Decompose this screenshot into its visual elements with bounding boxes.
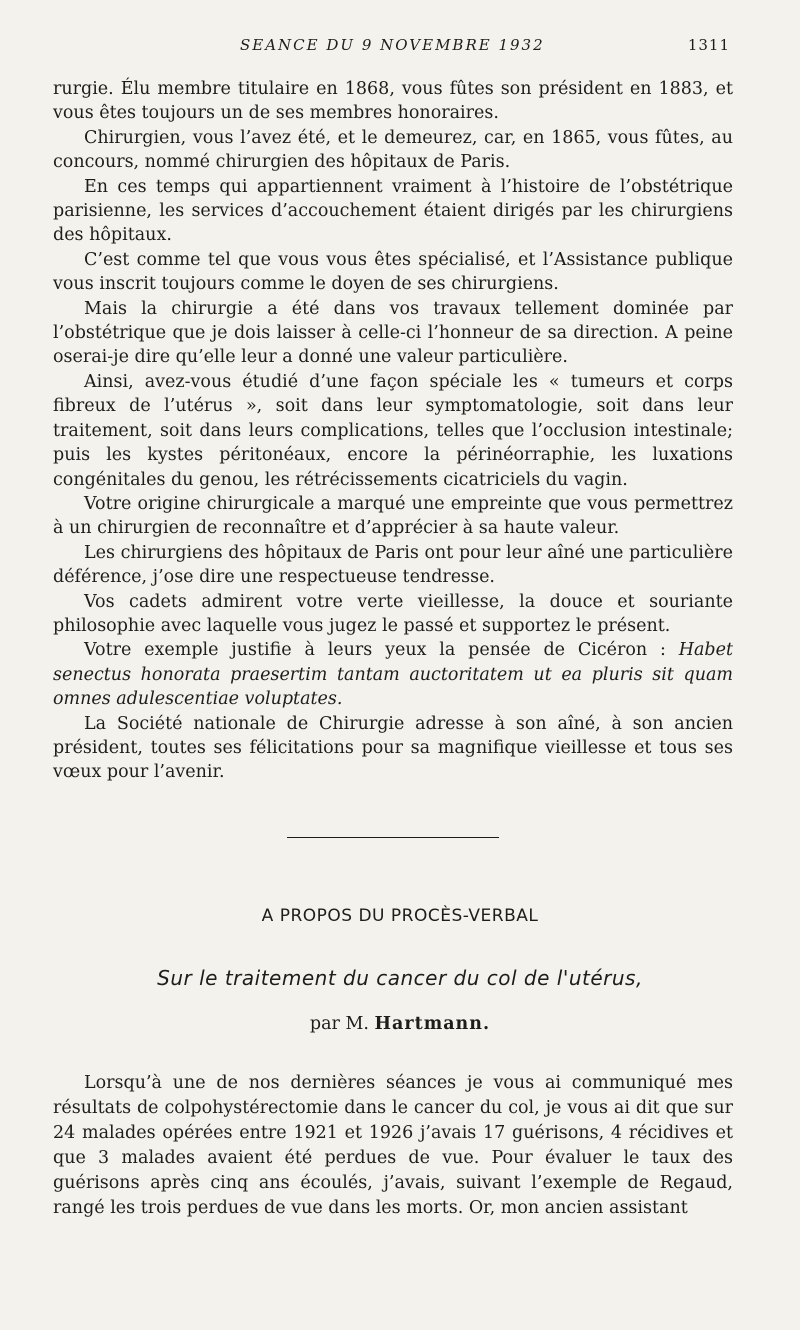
paragraph: Les chirurgiens des hôpitaux de Paris ont pour leur aîné une particulière déférence, j’ose dire une respectueuse tendresse. — [53, 542, 733, 588]
latin-quote: Habet senectus honorata praesertim tantam auctoritatem ut ea pluris sit quam omnes adulescentiae voluptates. — [53, 640, 733, 710]
section-heading: A PROPOS DU PROCÈS-VERBAL — [261, 906, 539, 926]
quote-paragraph — [53, 638, 733, 711]
paragraph: Vos cadets admirent votre verte vieillesse, la douce et souriante philosophie avec laquelle vous jugez le passé et supportez le présent. — [53, 591, 733, 636]
quote-intro: Votre exemple justifie à leurs yeux la pensée de Cicéron : — [84, 640, 679, 661]
article-title: Sur le traitement du cancer du col de l'utérus, — [157, 966, 643, 990]
section-divider — [287, 837, 499, 838]
paragraph: Lorsqu’à une de nos dernières séances je vous ai communiqué mes résultats de colpohystérectomie dans le cancer du col, je vous ai dit que sur 24 malades opérées entre 1921 et 1926 j’avais 17 guérisons, 4 récidives et que 3 malades avaient été perdues de vue. Pour évaluer le taux des guérisons après cinq ans écoulés, j’avais, suivant l’exemple de Regaud, rangé les trois perdues de vue dans les morts. Or, mon ancien assistant — [53, 1073, 733, 1218]
page-number: 1311 — [687, 36, 730, 54]
paragraph: Votre origine chirurgicale a marqué une empreinte que vous permettrez à un chirurgien de reconnaître et d’apprécier à sa haute valeur. — [53, 493, 733, 539]
paragraph: En ces temps qui appartiennent vraiment à l’histoire de l’obstétrique parisienne, les services d’accouchement étaient dirigés par les chirurgiens des hôpitaux. — [53, 176, 733, 246]
byline-prefix: par M. — [309, 1014, 375, 1034]
paragraph: Ainsi, avez-vous étudié d’une façon spéciale les « tumeurs et corps fibreux de l’utérus », soit dans leur symptomatologie, soit dans leur traitement, soit dans leurs complications, telles que l’occlusion intestinale; puis les kystes péritonéaux, encore la périnéorraphie, les luxations congénitales du genou, les rétrécissements cicatriciels du vagin. — [53, 371, 733, 490]
paragraph: rurgie. Élu membre titulaire en 1868, vous fûtes son président en 1883, et vous êtes toujours un de ses membres honoraires. — [53, 79, 733, 124]
author-name: Hartmann. — [374, 1014, 491, 1034]
speech-text — [53, 77, 733, 785]
running-header — [0, 36, 800, 58]
byline — [0, 1014, 800, 1034]
running-title: SEANCE DU 9 NOVEMBRE 1932 — [240, 36, 545, 54]
article-body — [53, 1071, 733, 1221]
paragraph: Chirurgien, vous l’avez été, et le demeurez, car, en 1865, vous fûtes, au concours, nommé chirurgien des hôpitaux de Paris. — [53, 127, 733, 173]
closing-paragraph: La Société nationale de Chirurgie adresse à son aîné, à son ancien président, toutes ses félicitations pour sa magnifique vieillesse et tous ses vœux pour l’avenir. — [53, 713, 733, 783]
paragraph: C’est comme tel que vous vous êtes spécialisé, et l’Assistance publique vous inscrit toujours comme le doyen de ses chirurgiens. — [53, 249, 733, 295]
paragraph: Mais la chirurgie a été dans vos travaux tellement dominée par l’obstétrique que je dois laisser à celle-ci l’honneur de sa direction. A peine oserai-je dire qu’elle leur a donné une valeur particulière. — [53, 298, 733, 368]
